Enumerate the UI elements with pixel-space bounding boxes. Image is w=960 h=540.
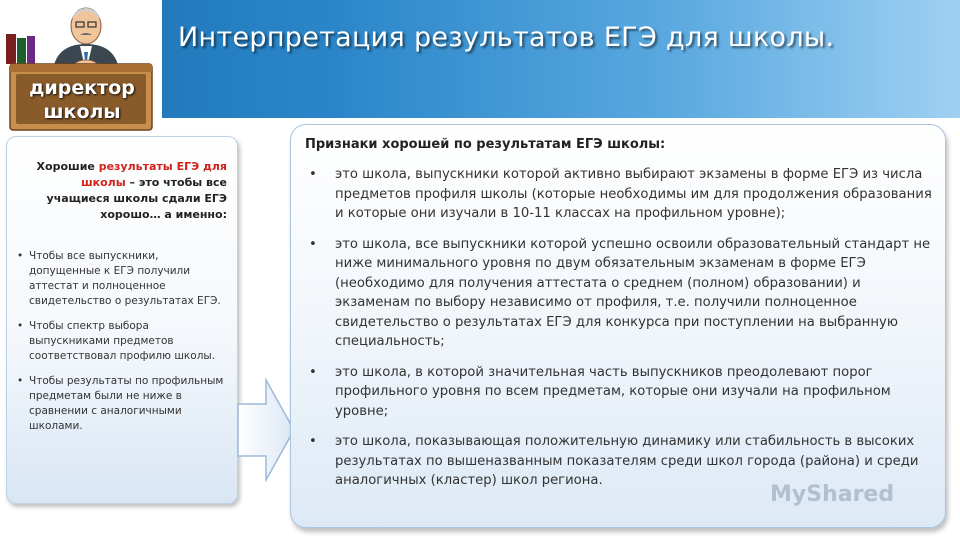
left-bullet-list (15, 249, 233, 444)
list-item: • Чтобы спектр выбора выпускниками предметов соответствовал профилю школы. (15, 319, 233, 364)
left-intro-text: Хорошие результаты ЕГЭ для школы – это чтобы все учащиеся школы сдали ЕГЭ хорошо… а именно: (36, 160, 227, 221)
right-heading: Признаки хорошей по результатам ЕГЭ школы: (305, 137, 666, 152)
principal-illustration (0, 0, 162, 132)
list-item: • Чтобы все выпускники, допущенные к ЕГЭ получили аттестат и полноценное свидетельство о результатах ЕГЭ. (15, 249, 233, 309)
watermark: MyShared (770, 482, 895, 507)
list-item: • это школа, показывающая положительную динамику или стабильность в высоких результатах по вышеназванным показателям среди школ города (района) и среди аналогичных (кластер) школ региона. (305, 432, 935, 491)
right-arrow-icon (236, 378, 296, 482)
right-panel (290, 124, 946, 528)
list-item: • Чтобы результаты по профильным предметам были не ниже в сравнении с аналогичными школами. (15, 374, 233, 434)
list-item: • это школа, в которой значительная часть выпускников преодолевают порог профильного уровня по всем предметам, которые они изучали на профильном уровне; (305, 363, 935, 422)
right-bullet-list (305, 165, 935, 502)
list-item: • это школа, выпускники которой активно выбирают экзамены в форме ЕГЭ из числа предметов профиля школы (которые необходимы им для продолжения образования и которые они изучали в 10-11 классах на профильном уровне); (305, 165, 935, 224)
slide-title: Интерпретация результатов ЕГЭ для школы. (178, 22, 835, 53)
list-item: • это школа, все выпускники которой успешно освоили образовательный стандарт не ниже минимального уровня по двум обязательным экзаменам в форме ЕГЭ (необходимо для получения аттестата о среднем (полном) образовании) и экзаменам по выбору независимо от профиля, т.е. получили полноценное свидетельство о результатах ЕГЭ для конкурса при поступлении на выбранную специальность; (305, 235, 935, 352)
principal-label: директор школы (29, 77, 135, 123)
left-panel (6, 136, 238, 504)
